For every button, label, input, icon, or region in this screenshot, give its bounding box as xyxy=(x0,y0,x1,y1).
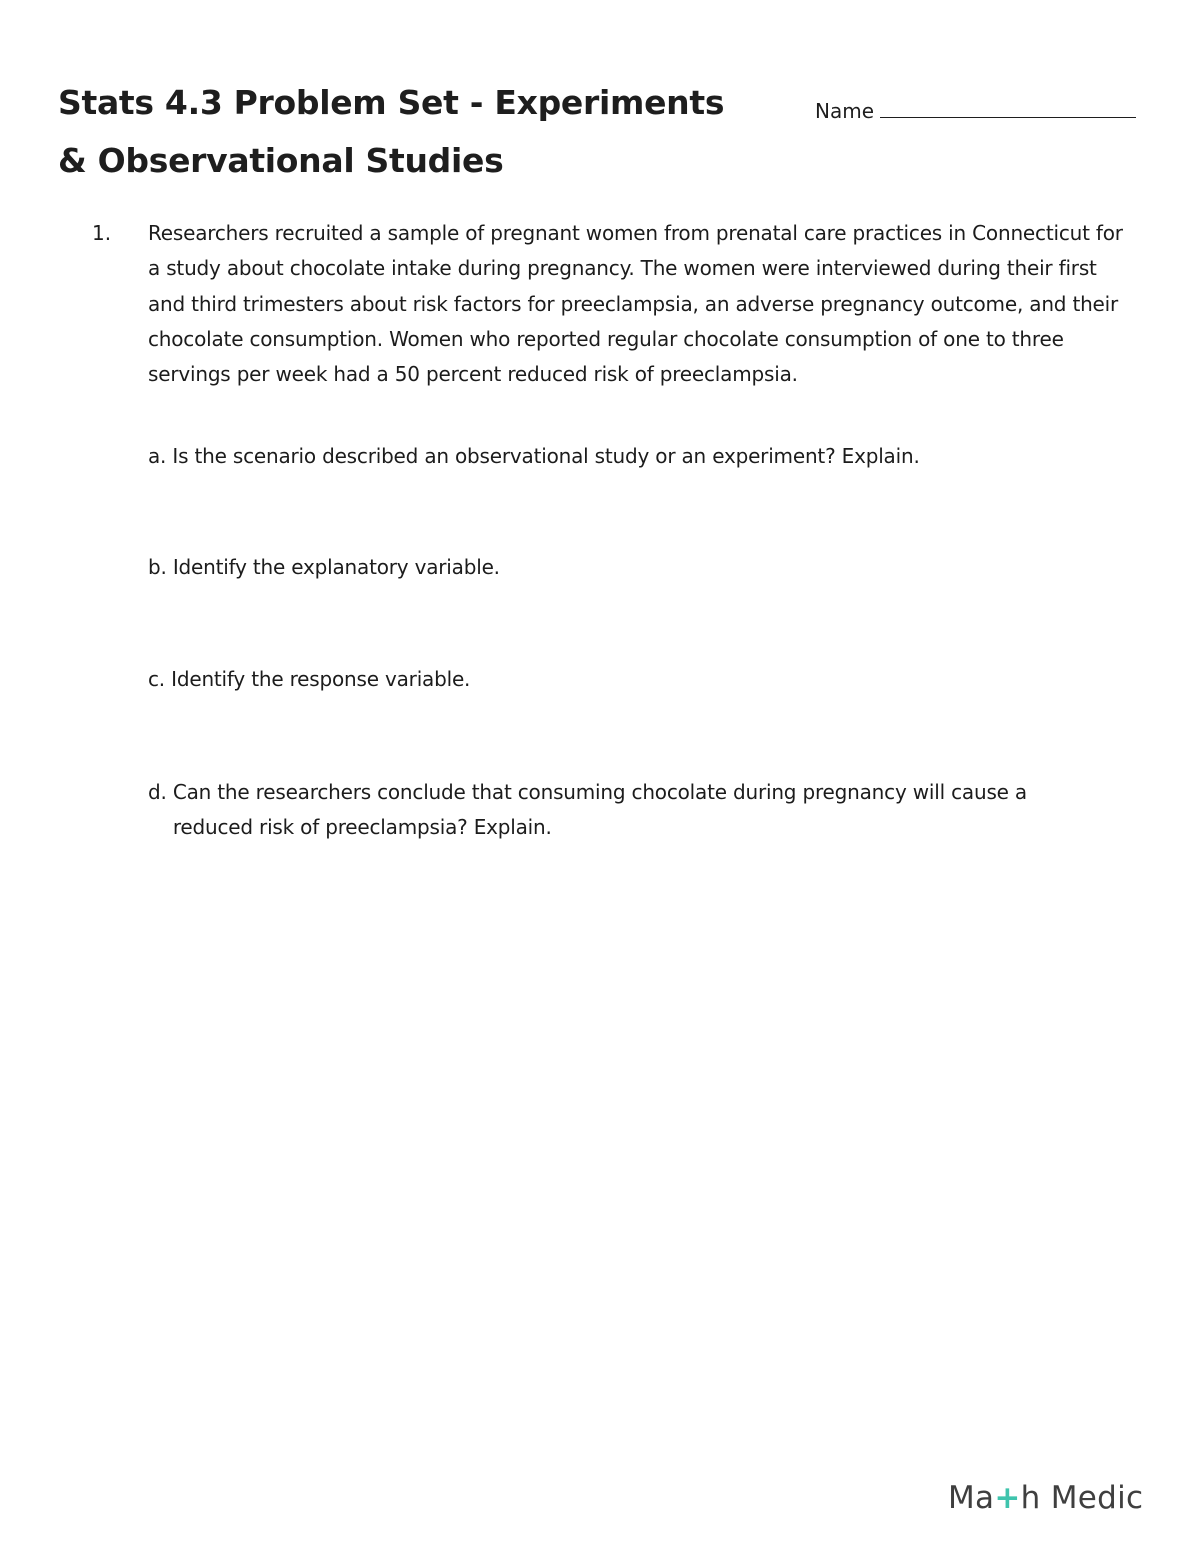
name-blank-line[interactable] xyxy=(880,116,1136,118)
part-a-text: Is the scenario described an observational study or an experiment? Explain. xyxy=(172,444,920,468)
name-label: Name xyxy=(815,99,875,123)
question-part-a xyxy=(148,439,1138,474)
question-text: Researchers recruited a sample of pregnant women from prenatal care practices in Connecticut for a study about chocolate intake during pregnancy. The women were interviewed during their first and third trimesters about risk factors for preeclampsia, an adverse pregnancy outcome, and their chocolate consumption. Women who reported regular chocolate consumption of one to three servings per week had a 50 percent reduced risk of preeclampsia. xyxy=(148,221,1123,387)
logo-plus-icon: + xyxy=(994,1480,1021,1516)
part-a-letter: a. xyxy=(148,444,167,468)
part-c-text: Identify the response variable. xyxy=(171,667,471,691)
part-c-letter: c. xyxy=(148,667,165,691)
question-part-c xyxy=(148,662,1138,697)
question-part-d xyxy=(148,775,1108,845)
part-b-text: Identify the explanatory variable. xyxy=(172,555,500,579)
question-number: 1. xyxy=(92,221,112,245)
logo-text-end: h Medic xyxy=(1020,1480,1144,1516)
page-title: Stats 4.3 Problem Set - Experiments & Observational Studies xyxy=(58,83,725,180)
part-d-text: Can the researchers conclude that consuming chocolate during pregnancy will cause a reduced risk of preeclampsia? Explain. xyxy=(172,780,1027,839)
math-medic-logo xyxy=(948,1476,1143,1520)
question-part-b xyxy=(148,550,1138,585)
part-d-letter: d. xyxy=(148,780,167,804)
part-b-letter: b. xyxy=(148,555,167,579)
name-field[interactable] xyxy=(815,97,1136,125)
logo-text-start: Ma xyxy=(948,1480,995,1516)
